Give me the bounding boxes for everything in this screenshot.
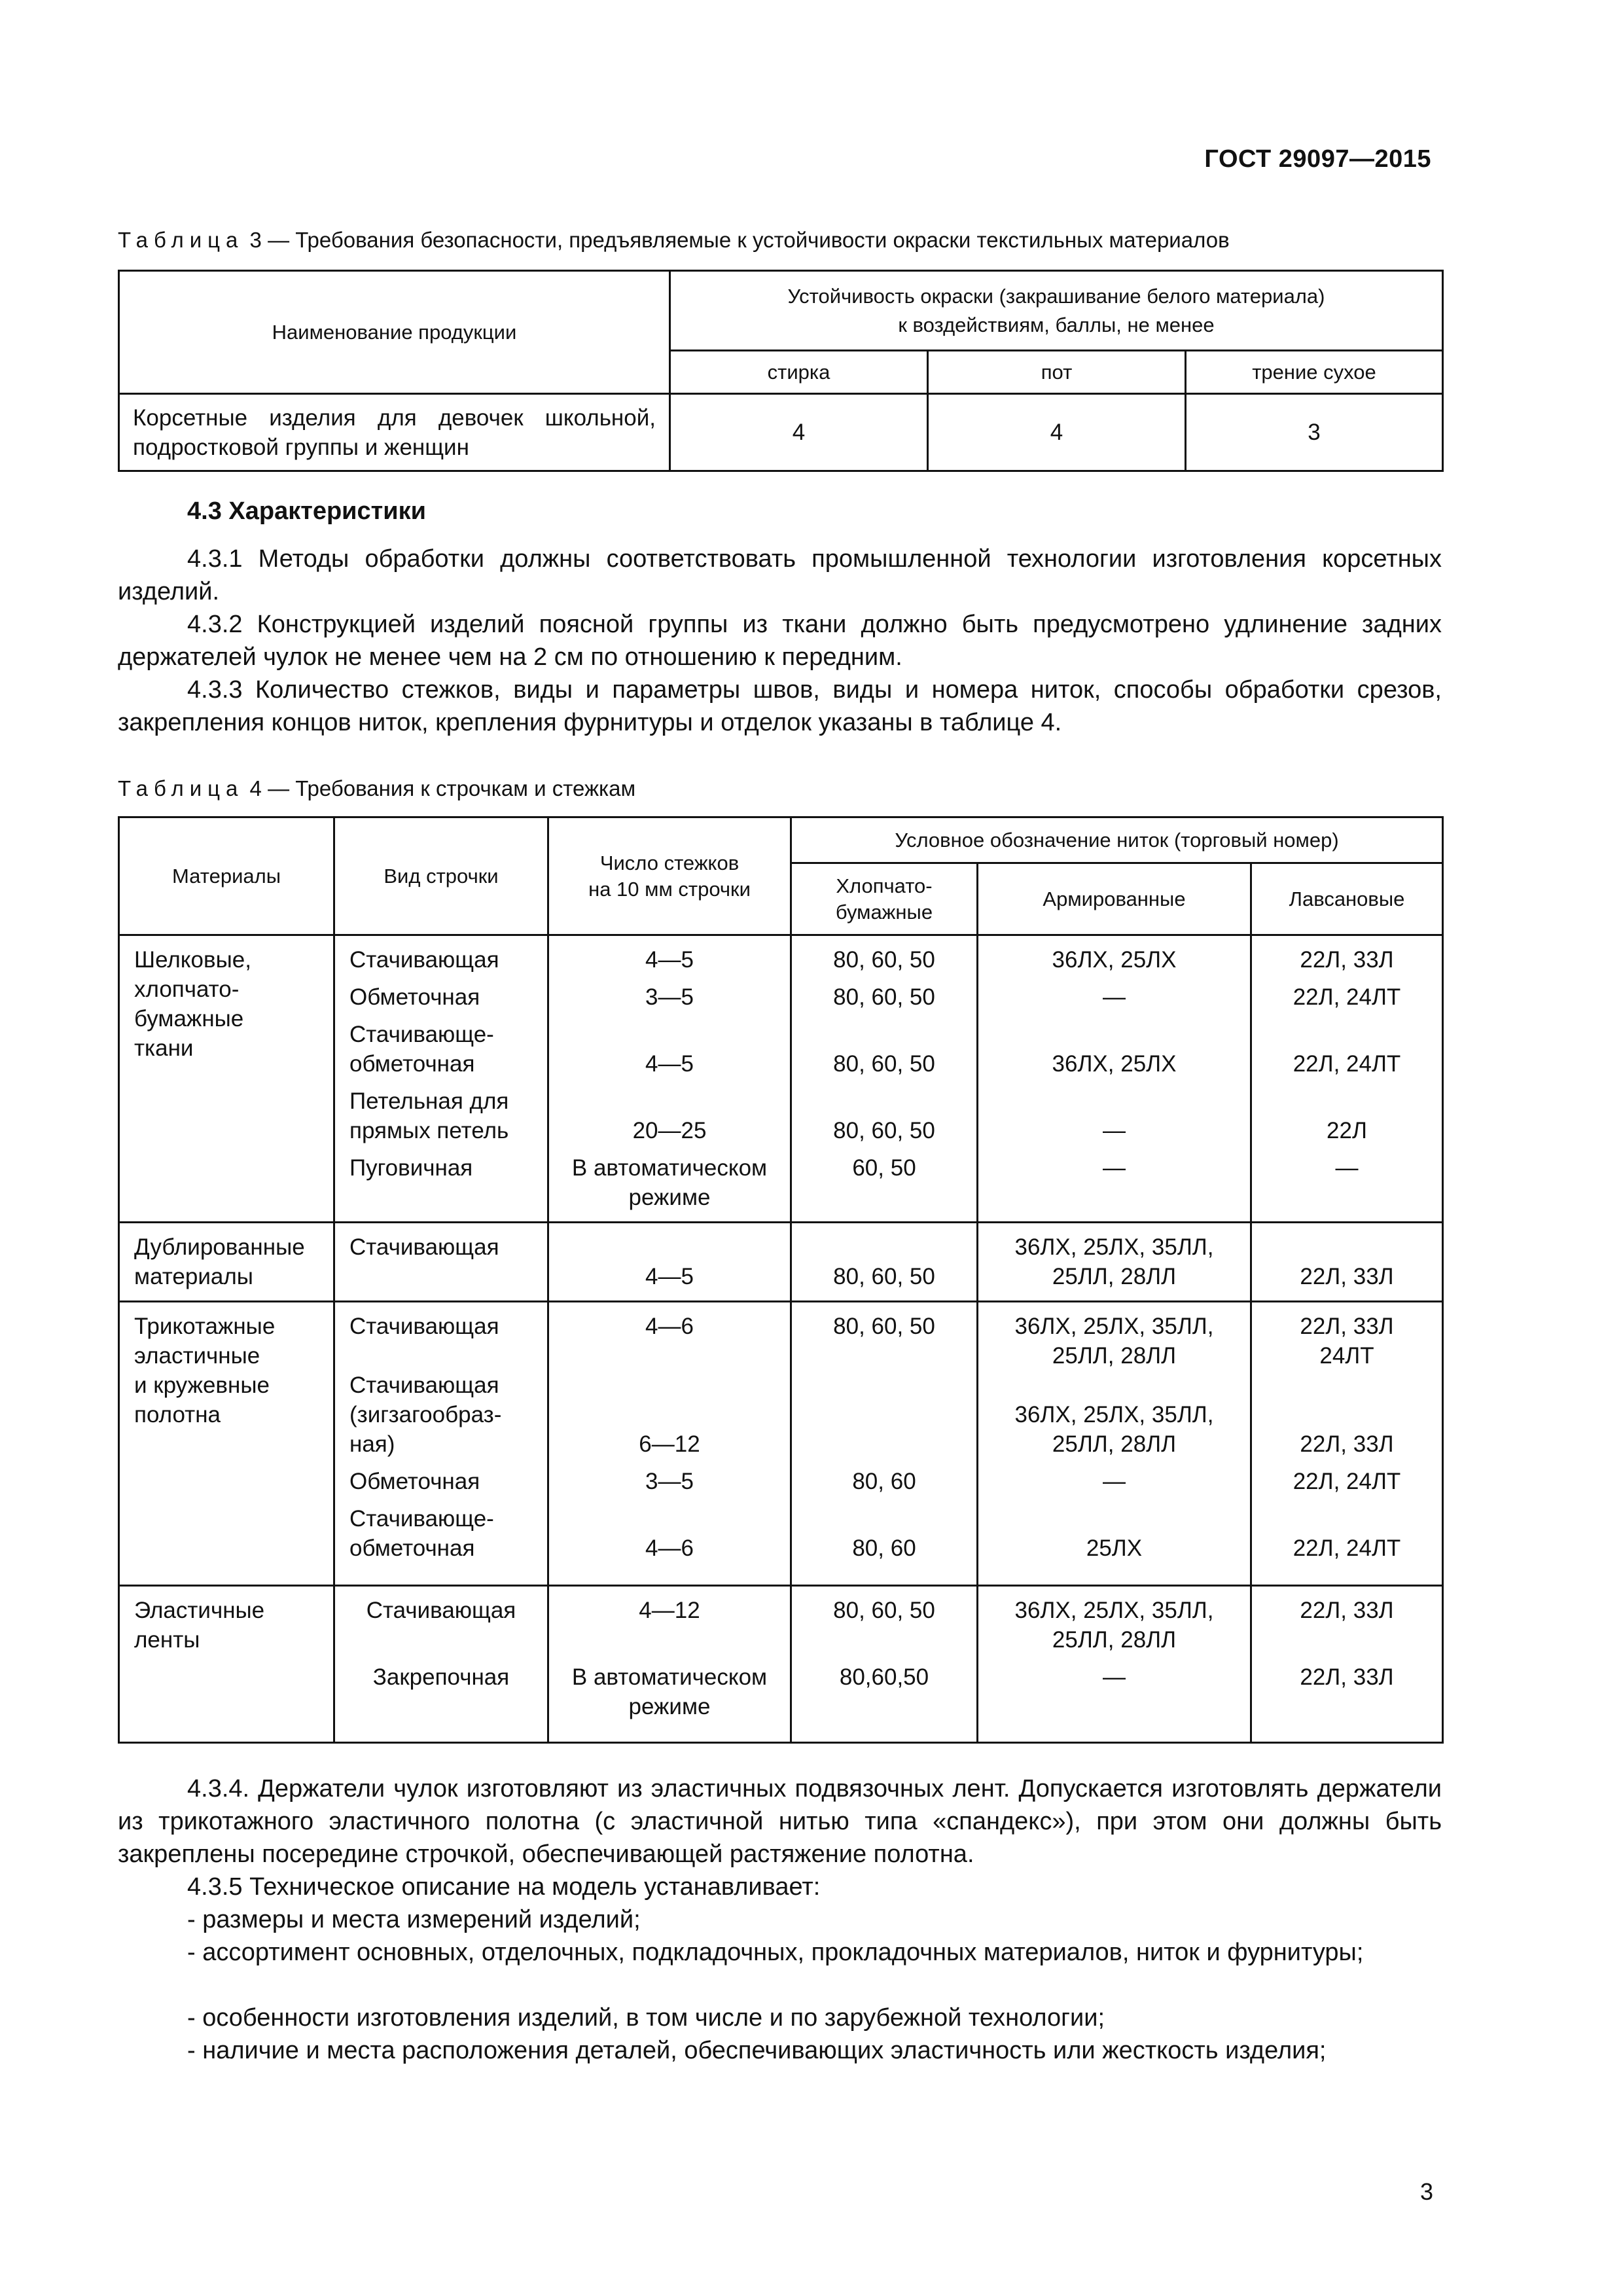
table4-cell-stitch: Стачивающая Закрепочная bbox=[334, 1586, 548, 1743]
table4-cell-armored: 36ЛХ, 25ЛХ, 35ЛЛ, 25ЛЛ, 28ЛЛ — bbox=[978, 1586, 1251, 1743]
table4-caption bbox=[118, 776, 635, 801]
table4-cell-armored: 36ЛХ, 25ЛХ — 36ЛХ, 25ЛХ — — bbox=[978, 935, 1251, 1223]
table4-cell-material: Трикотажные эластичные и кружевные полотна bbox=[119, 1302, 334, 1586]
paragraph-4-3-2: 4.3.2 Конструкцией изделий поясной группы из ткани должно быть предусмотрено удлинение задних держателей чулок не менее чем на 2 см по отношению к передним. bbox=[118, 611, 1442, 671]
table4-cell-stitch: Стачивающая Обметочная Стачивающе- обметочная Петельная для прямых петель Пуговичная bbox=[334, 935, 548, 1223]
paragraph-4-3-3: 4.3.3 Количество стежков, виды и параметры швов, виды и номера ниток, способы обработки срезов, закрепления концов ниток, крепления фурнитуры и отделок указаны в таблице 4. bbox=[118, 676, 1442, 736]
list-item: - наличие и места расположения деталей, обеспечивающих эластичность или жесткость изделия; bbox=[187, 2037, 1327, 2064]
table4-header-materials: Материалы bbox=[119, 817, 334, 935]
table3-caption-prefix: Таблица bbox=[118, 228, 244, 252]
table3 bbox=[118, 270, 1444, 472]
table4-cell-lavsan: 22Л, 33Л 22Л, 33Л bbox=[1251, 1586, 1443, 1743]
table4-header-stitch-count: Число стежков на 10 мм строчки bbox=[548, 817, 791, 935]
table4-cell-lavsan: 22Л, 33Л bbox=[1251, 1223, 1443, 1302]
table4-cell-count: 4—5 bbox=[548, 1223, 791, 1302]
table3-cell-product: Корсетные изделия для девочек школьной, подростковой группы и женщин bbox=[119, 394, 670, 471]
table4-cell-armored: 36ЛХ, 25ЛХ, 35ЛЛ, 25ЛЛ, 28ЛЛ bbox=[978, 1223, 1251, 1302]
table3-header-fastness: Устойчивость окраски (закрашивание белого материала) к воздействиям, баллы, не менее bbox=[670, 271, 1443, 351]
table3-header-product: Наименование продукции bbox=[119, 271, 670, 394]
table3-cell-washing: 4 bbox=[670, 394, 928, 471]
table4-header-thread-group: Условное обозначение ниток (торговый номер) bbox=[791, 817, 1443, 863]
table3-subheader-dry-rub: трение сухое bbox=[1186, 351, 1443, 394]
table4-header-armored: Армированные bbox=[978, 863, 1251, 935]
paragraph-4-3-4: 4.3.4. Держатели чулок изготовляют из эластичных подвязочных лент. Допускается изготовлять держатели из трикотажного эластичного полотна (с эластичной нитью типа «спандекс»), при этом они должны быть закреплены посередине строчкой, обеспечивающей растяжение полотна. bbox=[118, 1775, 1442, 1868]
paragraph-4-3-5: 4.3.5 Техническое описание на модель устанавливает: bbox=[187, 1873, 821, 1901]
document-code: ГОСТ 29097—2015 bbox=[1204, 145, 1431, 173]
table4-header-stitch-type: Вид строчки bbox=[334, 817, 548, 935]
table3-cell-dry-rub: 3 bbox=[1186, 394, 1443, 471]
table4-row-knitted bbox=[119, 1302, 1443, 1586]
paragraph-4-3-1: 4.3.1 Методы обработки должны соответствовать промышленной технологии изготовления корсетных изделий. bbox=[118, 545, 1442, 605]
table4-cell-stitch: Стачивающая Стачивающая (зигзагообраз- ная) Обметочная Стачивающе- обметочная bbox=[334, 1302, 548, 1586]
table3-caption-text: 3 — Требования безопасности, предъявляемые к устойчивости окраски текстильных материалов bbox=[243, 228, 1230, 252]
table3-subheader-sweat: пот bbox=[928, 351, 1186, 394]
table4-header-lavsan: Лавсановые bbox=[1251, 863, 1443, 935]
table4-cell-cotton: 80, 60, 50 80, 60, 50 80, 60, 50 80, 60, 50 60, 50 bbox=[791, 935, 978, 1223]
page-number: 3 bbox=[1419, 2178, 1433, 2205]
section-heading: 4.3 Характеристики bbox=[187, 497, 427, 525]
table4-header-cotton: Хлопчато- бумажные bbox=[791, 863, 978, 935]
table4-cell-stitch: Стачивающая bbox=[334, 1223, 548, 1302]
table4-cell-count: 4—6 6—12 3—5 4—6 bbox=[548, 1302, 791, 1586]
table4-cell-material: Эластичные ленты bbox=[119, 1586, 334, 1743]
table4-row-elastic-tapes bbox=[119, 1586, 1443, 1743]
table4-cell-lavsan: 22Л, 33Л 24ЛТ 22Л, 33Л 22Л, 24ЛТ 22Л, 24ЛТ bbox=[1251, 1302, 1443, 1586]
table4 bbox=[118, 816, 1444, 1744]
table4-cell-cotton: 80, 60, 50 bbox=[791, 1223, 978, 1302]
table4-cell-armored: 36ЛХ, 25ЛХ, 35ЛЛ, 25ЛЛ, 28ЛЛ 36ЛХ, 25ЛХ, 35ЛЛ, 25ЛЛ, 28ЛЛ — 25ЛХ bbox=[978, 1302, 1251, 1586]
table4-cell-count: 4—5 3—5 4—5 20—25 В автоматическом режиме bbox=[548, 935, 791, 1223]
table4-cell-cotton: 80, 60, 50 80, 60 80, 60 bbox=[791, 1302, 978, 1586]
table4-cell-material: Дублированные материалы bbox=[119, 1223, 334, 1302]
table3-caption bbox=[118, 228, 1230, 253]
table4-caption-text: 4 — Требования к строчкам и стежкам bbox=[243, 776, 636, 800]
table4-row-silk-cotton bbox=[119, 935, 1443, 1223]
table4-cell-cotton: 80, 60, 50 80,60,50 bbox=[791, 1586, 978, 1743]
table4-row-laminated bbox=[119, 1223, 1443, 1302]
table3-cell-sweat: 4 bbox=[928, 394, 1186, 471]
table4-cell-material: Шелковые, хлопчато- бумажные ткани bbox=[119, 935, 334, 1223]
table4-cell-lavsan: 22Л, 33Л 22Л, 24ЛТ 22Л, 24ЛТ 22Л — bbox=[1251, 935, 1443, 1223]
list-item: - ассортимент основных, отделочных, подкладочных, прокладочных материалов, ниток и фурнитуры; bbox=[187, 1939, 1364, 1966]
table4-cell-count: 4—12 В автоматическом режиме bbox=[548, 1586, 791, 1743]
table4-caption-prefix: Таблица bbox=[118, 776, 244, 800]
list-item: - размеры и места измерений изделий; bbox=[187, 1906, 641, 1933]
list-item: - особенности изготовления изделий, в том числе и по зарубежной технологии; bbox=[187, 2004, 1105, 2032]
table3-subheader-washing: стирка bbox=[670, 351, 928, 394]
